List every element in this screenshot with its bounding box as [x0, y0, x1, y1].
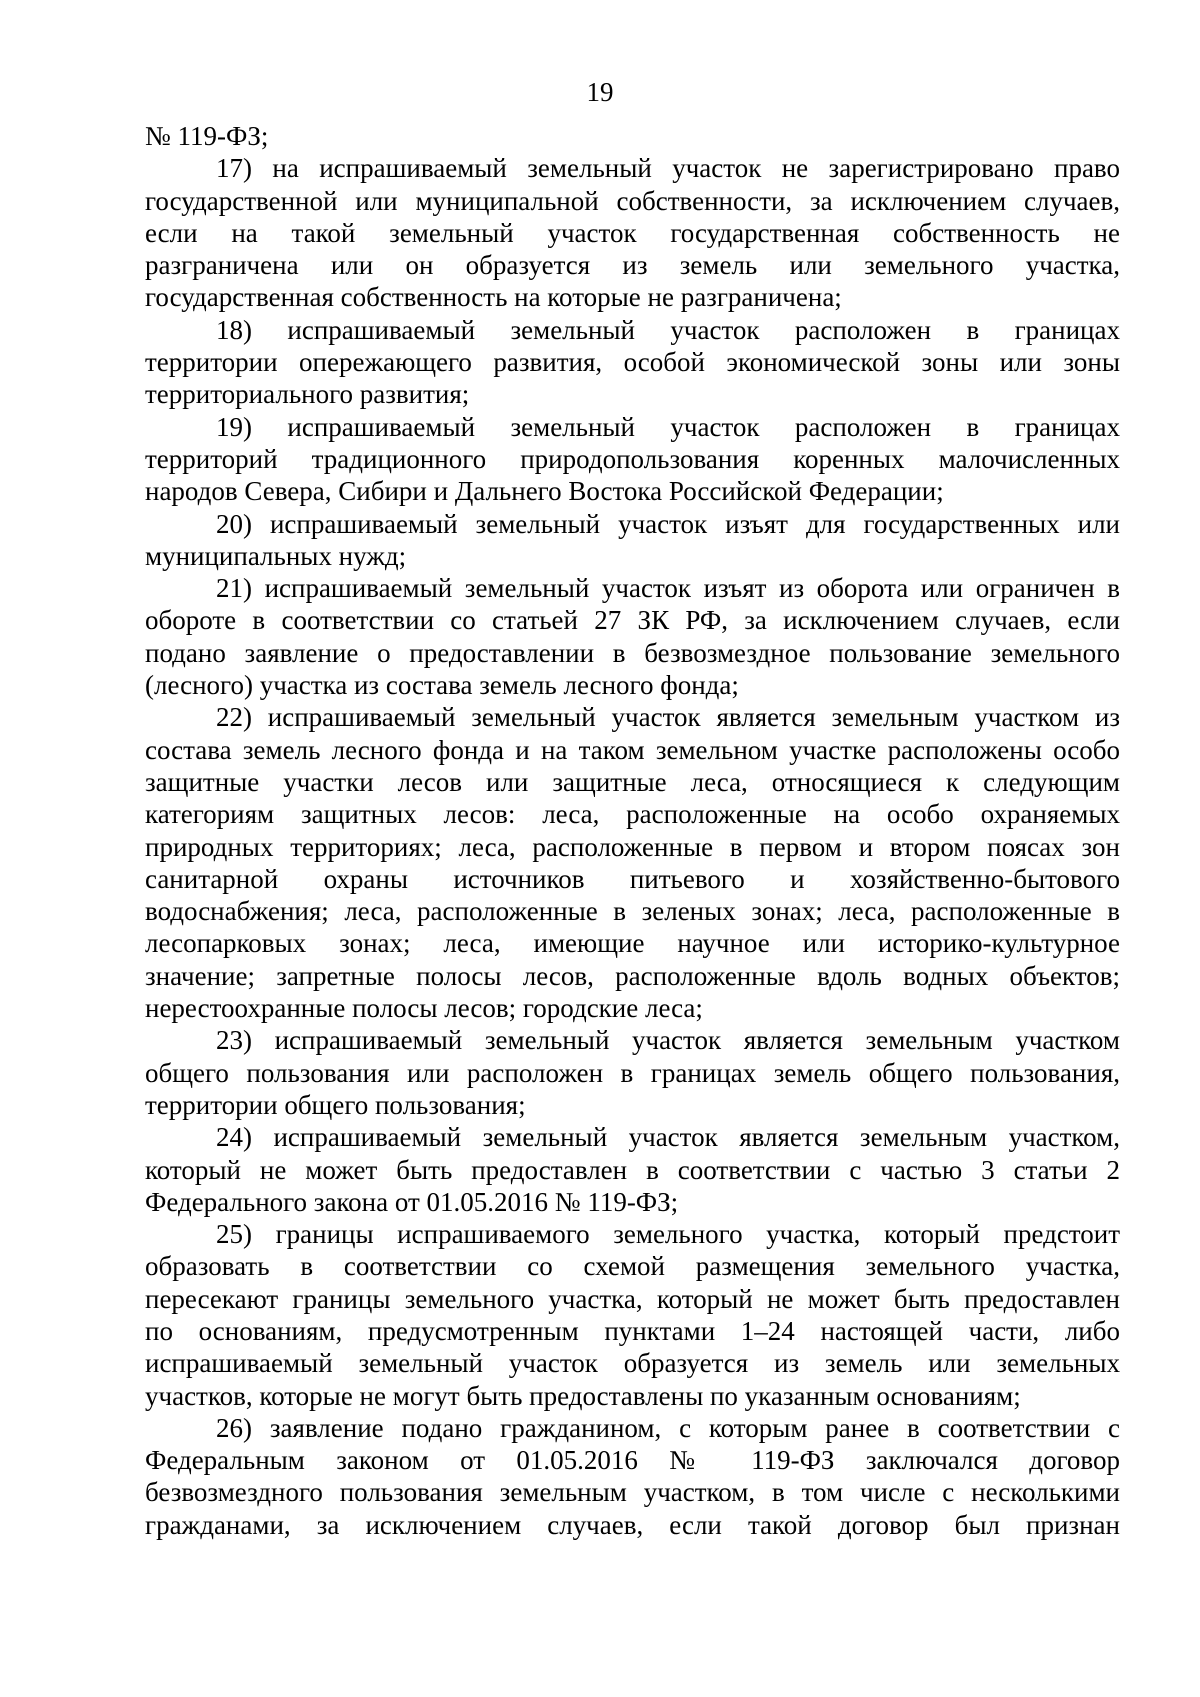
text-line: территорий традиционного природопользования коренных малочисленных	[145, 443, 1120, 474]
text-line: категориям защитных лесов: леса, расположенные на особо охраняемых	[145, 799, 1120, 830]
text-line: участков, которые не могут быть предоставлены по указанным основаниям;	[145, 1380, 1021, 1411]
text-line: Федерального закона от 01.05.2016 № 119-ФЗ;	[145, 1186, 679, 1217]
text-line: подано заявление о предоставлении в безвозмездное пользование земельного	[145, 637, 1120, 668]
text-line: нерестоохранные полосы лесов; городские леса;	[145, 993, 703, 1024]
text-line: лесопарковых зонах; леса, имеющие научное или историко-культурное	[145, 928, 1120, 959]
text-line: по основаниям, предусмотренным пунктами 1–24 настоящей части, либо	[145, 1315, 1120, 1346]
text-line: 18) испрашиваемый земельный участок расположен в границах	[216, 314, 1120, 345]
text-line: образовать в соответствии со схемой размещения земельного участка,	[145, 1251, 1120, 1282]
text-line: 23) испрашиваемый земельный участок является земельным участком	[216, 1025, 1120, 1056]
text-line: водоснабжения; леса, расположенные в зеленых зонах; леса, расположенные в	[145, 896, 1120, 927]
text-line: 22) испрашиваемый земельный участок является земельным участком из	[216, 702, 1120, 733]
document-body	[145, 120, 1120, 1541]
text-line: народов Севера, Сибири и Дальнего Востока Российской Федерации;	[145, 476, 944, 507]
text-line: гражданами, за исключением случаев, если такой договор был признан	[145, 1509, 1120, 1540]
text-line: который не может быть предоставлен в соответствии с частью 3 статьи 2	[145, 1154, 1120, 1185]
text-line: общего пользования или расположен в границах земель общего пользования,	[145, 1057, 1120, 1088]
text-line: состава земель лесного фонда и на таком земельном участке расположены особо	[145, 734, 1120, 765]
text-line: территории опережающего развития, особой экономической зоны или зоны	[145, 347, 1120, 378]
text-line: 25) границы испрашиваемого земельного участка, который предстоит	[216, 1219, 1120, 1250]
text-line: 17) на испрашиваемый земельный участок не зарегистрировано право	[216, 153, 1120, 184]
text-line: 26) заявление подано гражданином, с которым ранее в соответствии с	[216, 1412, 1120, 1443]
text-line: государственная собственность на которые не разграничена;	[145, 282, 842, 313]
text-line: разграничена или он образуется из земель или земельного участка,	[145, 250, 1120, 281]
text-line: если на такой земельный участок государственная собственность не	[145, 217, 1120, 248]
text-line: испрашиваемый земельный участок образуется из земель или земельных	[145, 1348, 1120, 1379]
text-line: защитные участки лесов или защитные леса, относящиеся к следующим	[145, 766, 1120, 797]
text-line: государственной или муниципальной собственности, за исключением случаев,	[145, 185, 1120, 216]
text-line: природных территориях; леса, расположенные в первом и втором поясах зон	[145, 831, 1120, 862]
text-line: санитарной охраны источников питьевого и хозяйственно-бытового	[145, 863, 1120, 894]
text-line: пересекают границы земельного участка, который не может быть предоставлен	[145, 1283, 1120, 1314]
text-line: 21) испрашиваемый земельный участок изъят из оборота или ограничен в	[216, 573, 1120, 604]
text-line: Федеральным законом от 01.05.2016 № 119-ФЗ заключался договор	[145, 1445, 1120, 1476]
text-line: 24) испрашиваемый земельный участок является земельным участком,	[216, 1122, 1120, 1153]
text-line: муниципальных нужд;	[145, 540, 407, 571]
text-line: 20) испрашиваемый земельный участок изъят для государственных или	[216, 508, 1120, 539]
text-line: (лесного) участка из состава земель лесного фонда;	[145, 670, 739, 701]
text-line: обороте в соответствии со статьей 27 ЗК РФ, за исключением случаев, если	[145, 605, 1120, 636]
text-line: безвозмездного пользования земельным участком, в том числе с несколькими	[145, 1477, 1120, 1508]
page-number: 19	[586, 77, 614, 107]
text-line: № 119-ФЗ;	[145, 121, 269, 151]
text-line: значение; запретные полосы лесов, расположенные вдоль водных объектов;	[145, 960, 1120, 991]
text-line: территории общего пользования;	[145, 1089, 526, 1120]
text-line: 19) испрашиваемый земельный участок расположен в границах	[216, 411, 1120, 442]
text-line: территориального развития;	[145, 379, 470, 410]
